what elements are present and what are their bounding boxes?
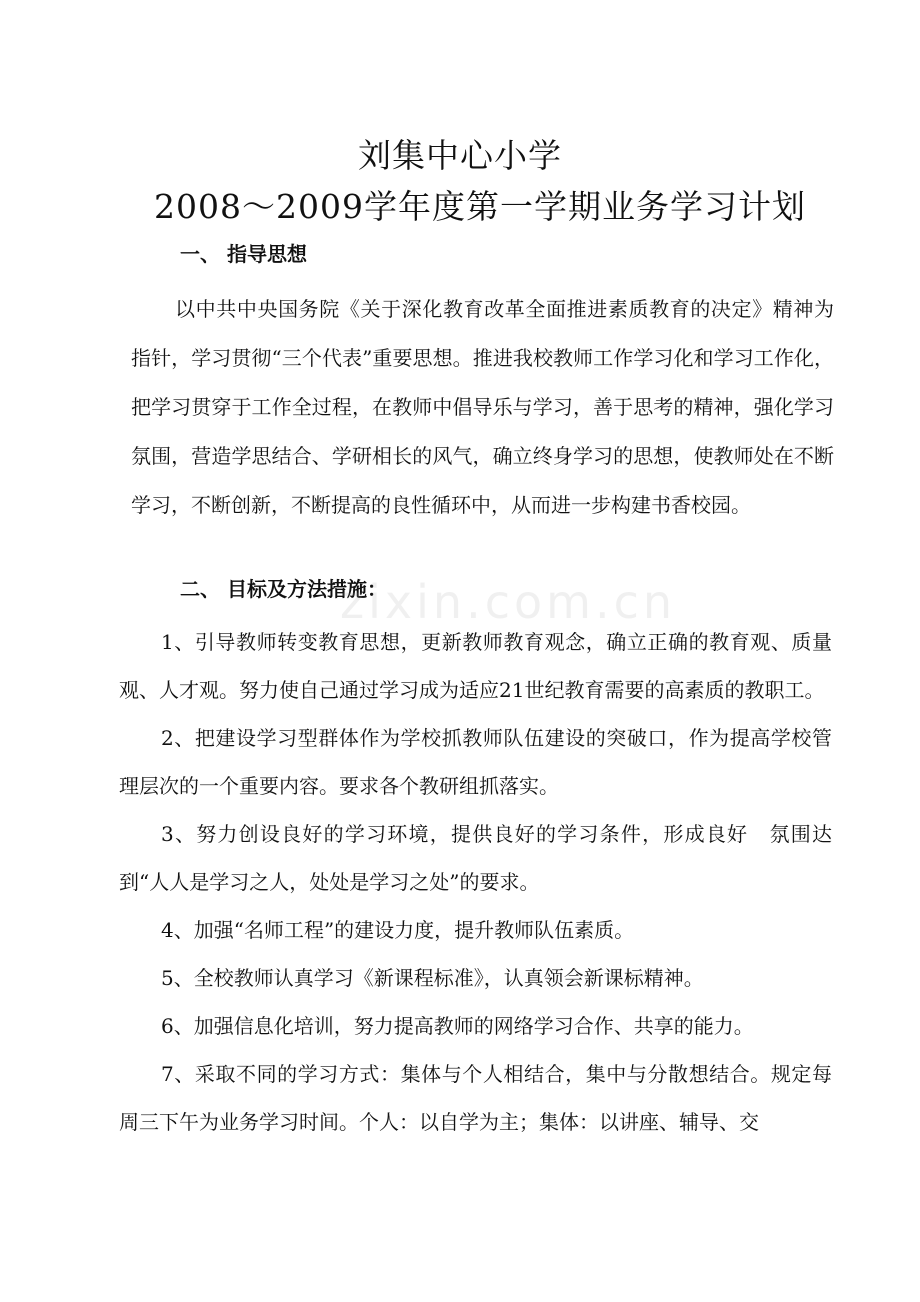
watermark-text: zixin.com.cn xyxy=(340,575,677,629)
guiding-ideology-paragraph: 以中共中央国务院《关于深化教育改革全面推进素质教育的决定》精神为指针，学习贯彻“三个代表”重要思想。推进我校教师工作学习化和学习工作化，把学习贯穿于工作全过程，在教师中倡导乐与学习，善于思考的精神，强化学习氛围，营造学思结合、学研相长的风气，确立终身学习的思想，使教师处在不断学习，不断创新，不断提高的良性循环中，从而进一步构建书香校园。 xyxy=(131,297,834,517)
plan-title: 2008～2009学年度第一学期业务学习计划 xyxy=(154,187,806,226)
section-heading-guiding-ideology: 一、 指导思想 xyxy=(180,242,307,266)
school-name-title: 刘集中心小学 xyxy=(358,136,562,175)
list-item: 4、加强“名师工程”的建设力度，提升教师队伍素质。 xyxy=(161,918,635,942)
list-item: 5、全校教师认真学习《新课程标准》，认真领会新课标精神。 xyxy=(161,966,704,990)
list-item: 3、努力创设良好的学习环境，提供良好的学习条件，形成良好 氛围达到“人人是学习之人，处处是学习之处”的要求。 xyxy=(119,822,832,894)
list-item: 2、把建设学习型群体作为学校抓教师队伍建设的突破口，作为提高学校管理层次的一个重要内容。要求各个教研组抓落实。 xyxy=(119,726,832,798)
measures-list xyxy=(119,618,832,1146)
list-item: 6、加强信息化培训，努力提高教师的网络学习合作、共享的能力。 xyxy=(161,1014,754,1038)
section-heading-goals-measures: 二、 目标及方法措施： xyxy=(180,577,387,601)
list-item: 7、采取不同的学习方式：集体与个人相结合，集中与分散想结合。规定每周三下午为业务学习时间。个人：以自学为主；集体：以讲座、辅导、交 xyxy=(119,1062,832,1134)
list-item: 1、引导教师转变教育思想，更新教师教育观念，确立正确的教育观、质量观、人才观。努力使自己通过学习成为适应21世纪教育需要的高素质的教职工。 xyxy=(119,630,832,702)
